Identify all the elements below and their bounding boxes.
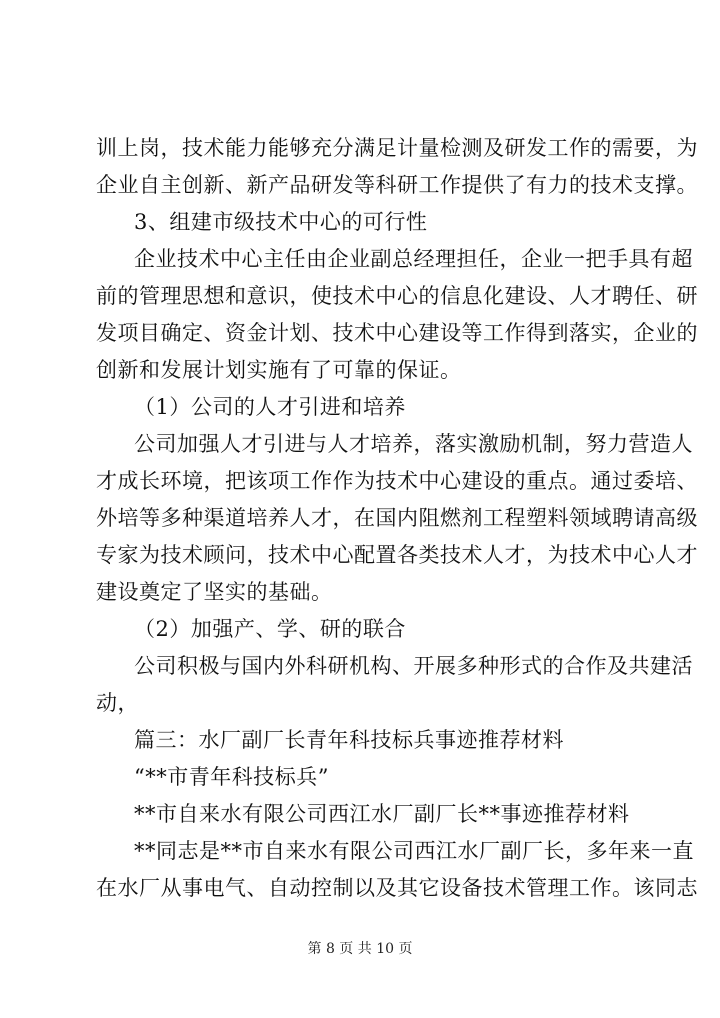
subheading-1: （1）公司的人才引进和培养 [134, 395, 406, 419]
text-line-6: 发项目确定、资金计划、技术中心建设等工作得到落实，企业的 [96, 321, 698, 345]
award-title: “**市青年科技标兵” [134, 765, 329, 789]
text-line-1: 训上岗，技术能力能够充分满足计量检测及研发工作的需要，为 [96, 136, 698, 160]
text-line-21: 在水厂从事电气、自动控制以及其它设备技术管理工作。该同志 [96, 876, 698, 900]
text-line-9: 公司加强人才引进与人才培养，落实激励机制，努力营造人 [134, 432, 693, 456]
text-line-12: 专家为技术顾问，技术中心配置各类技术人才，为技术中心人才 [96, 543, 698, 567]
material-title: **市自来水有限公司西江水厂副厂长**事迹推荐材料 [134, 802, 630, 826]
section-heading-3: 3、组建市级技术中心的可行性 [134, 210, 428, 234]
text-line-11: 外培等多种渠道培养人才，在国内阻燃剂工程塑料领域聘请高级 [96, 506, 698, 530]
text-line-10: 才成长环境，把该项工作作为技术中心建设的重点。通过委培、 [96, 469, 698, 493]
text-line-5: 前的管理思想和意识，使技术中心的信息化建设、人才聘任、研 [96, 284, 698, 308]
text-line-16: 动， [96, 691, 139, 715]
page-number-footer: 第 8 页 共 10 页 [307, 941, 413, 957]
text-line-20: **同志是**市自来水有限公司西江水厂副厂长，多年来一直 [134, 839, 694, 863]
text-line-15: 公司积极与国内外科研机构、开展多种形式的合作及共建活 [134, 654, 693, 678]
chapter-heading: 篇三：水厂副厂长青年科技标兵事迹推荐材料 [134, 728, 564, 752]
text-line-2: 企业自主创新、新产品研发等科研工作提供了有力的技术支撑。 [96, 173, 698, 197]
text-line-4: 企业技术中心主任由企业副总经理担任，企业一把手具有超 [134, 247, 693, 271]
text-line-13: 建设奠定了坚实的基础。 [96, 580, 333, 604]
text-line-7: 创新和发展计划实施有了可靠的保证。 [96, 358, 462, 382]
subheading-2: （2）加强产、学、研的联合 [134, 617, 406, 641]
